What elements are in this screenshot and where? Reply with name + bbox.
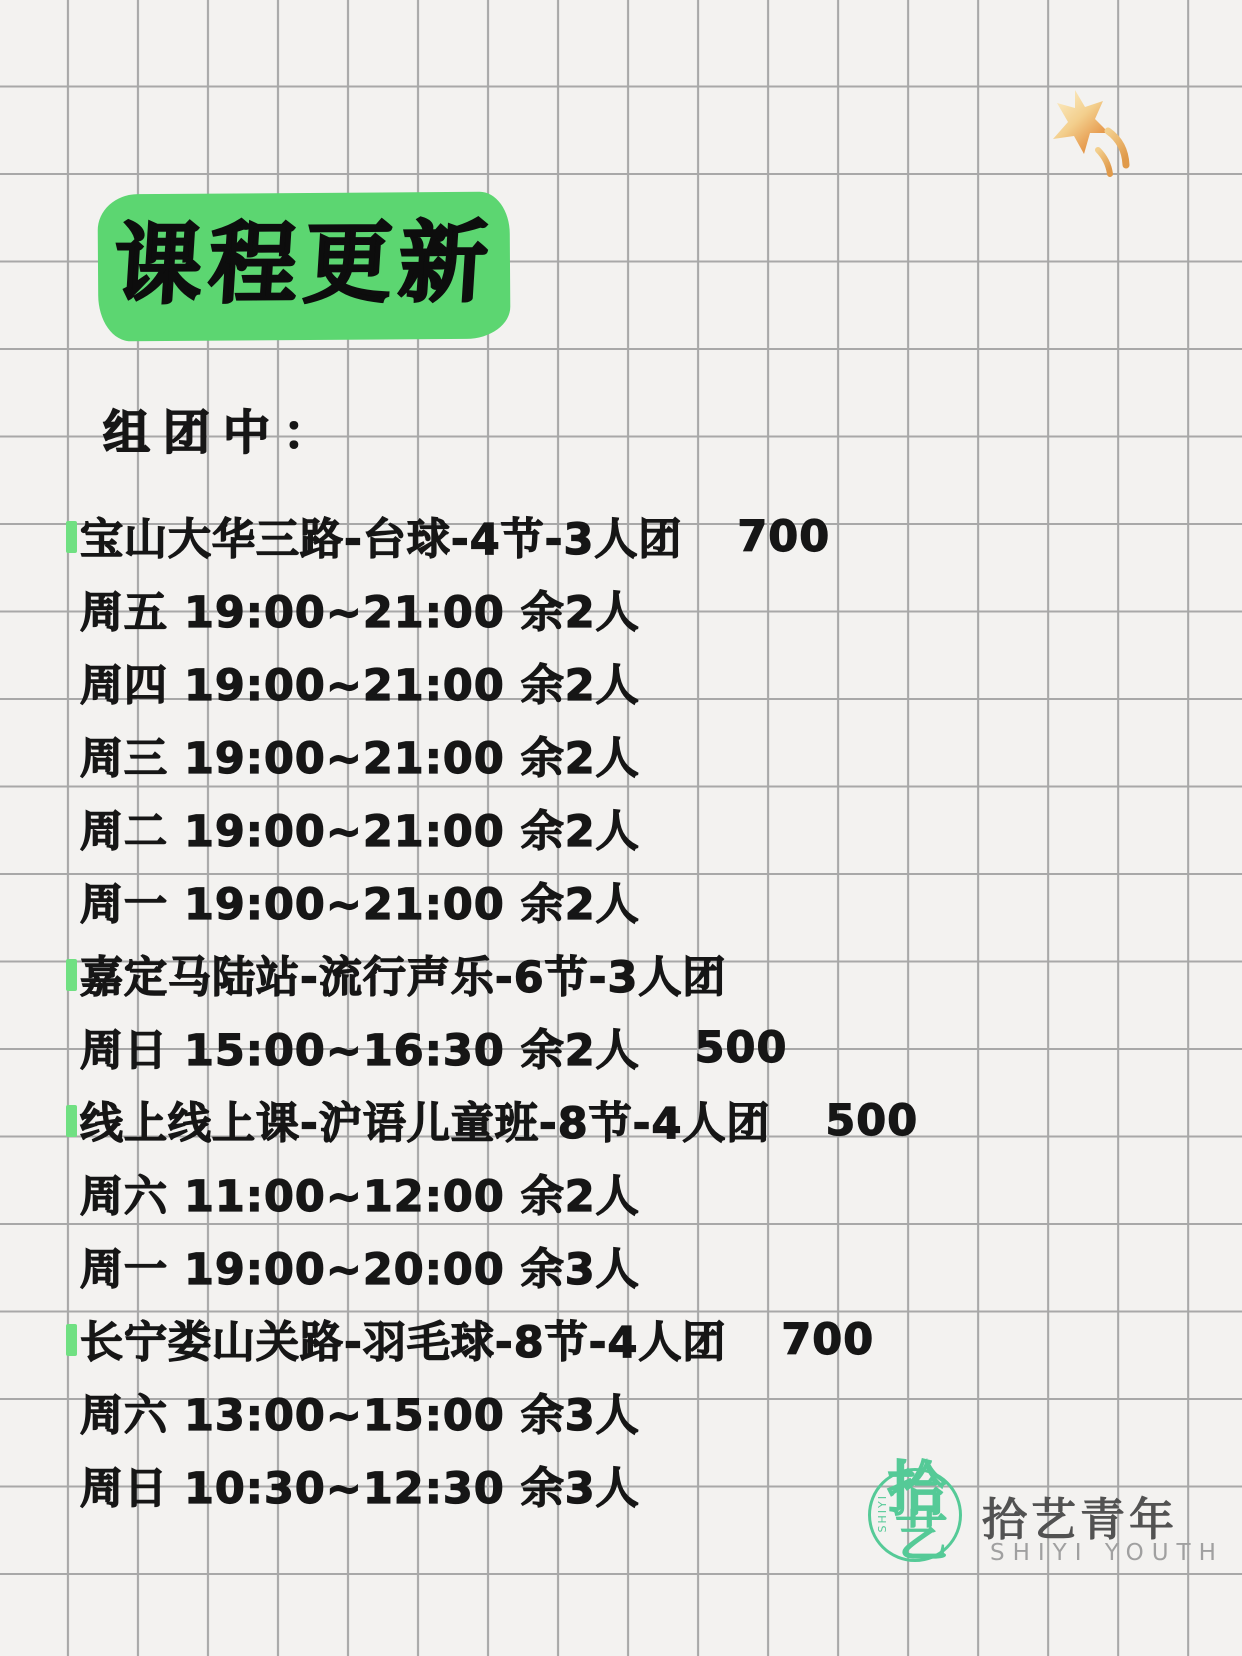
course-text: 周四 19:00~21:00 余2人 xyxy=(80,661,640,711)
bullet-marker xyxy=(66,521,77,553)
course-row xyxy=(66,792,1196,865)
course-text: 周二 19:00~21:00 余2人 xyxy=(80,807,640,857)
course-row xyxy=(66,500,1196,573)
course-list xyxy=(66,500,1196,1522)
course-text: 周六 11:00~12:00 余2人 xyxy=(80,1172,640,1222)
course-text: 周日 10:30~12:30 余3人 xyxy=(80,1464,640,1514)
brand-seal-icon xyxy=(868,1455,968,1568)
bullet-marker xyxy=(66,1105,77,1137)
seal-char-top: 拾 xyxy=(887,1455,946,1523)
brand-name-en: SHIYI YOUTH xyxy=(990,1540,1224,1566)
course-text: 周一 19:00~20:00 余3人 xyxy=(80,1245,640,1295)
course-text: 周一 19:00~21:00 余2人 xyxy=(80,880,640,930)
course-row xyxy=(66,865,1196,938)
course-price: 700 xyxy=(737,511,831,562)
course-row xyxy=(66,719,1196,792)
course-row xyxy=(66,938,1196,1011)
course-text: 周五 19:00~21:00 余2人 xyxy=(80,588,640,638)
brand-name-cn: 拾艺青年 xyxy=(982,1493,1179,1546)
course-row xyxy=(66,1230,1196,1303)
course-text: 嘉定马陆站-流行声乐-6节-3人团 xyxy=(80,953,727,1003)
course-row xyxy=(66,573,1196,646)
course-text: 周日 15:00~16:30 余2人 xyxy=(80,1026,640,1076)
course-price: 500 xyxy=(694,1022,788,1073)
course-row xyxy=(66,1303,1196,1376)
course-row xyxy=(66,1011,1196,1084)
page-title: 课程更新 xyxy=(110,210,498,316)
course-text: 宝山大华三路-台球-4节-3人团 xyxy=(80,515,683,565)
bullet-marker xyxy=(66,959,77,991)
course-text: 周三 19:00~21:00 余2人 xyxy=(80,734,640,784)
course-row xyxy=(66,1157,1196,1230)
seal-char-bottom: 艺 xyxy=(894,1505,948,1568)
course-text: 线上线上课-沪语儿童班-8节-4人团 xyxy=(80,1099,771,1149)
course-text: 长宁娄山关路-羽毛球-8节-4人团 xyxy=(80,1318,727,1368)
course-row xyxy=(66,646,1196,719)
subtitle: 组团中： xyxy=(103,406,343,461)
course-row xyxy=(66,1084,1196,1157)
course-price: 700 xyxy=(781,1314,875,1365)
course-price: 500 xyxy=(825,1095,919,1146)
course-row xyxy=(66,1376,1196,1449)
shooting-star-icon xyxy=(1045,88,1150,184)
bullet-marker xyxy=(66,1324,77,1356)
course-text: 周六 13:00~15:00 余3人 xyxy=(80,1391,640,1441)
seal-side-text: SHIYI xyxy=(876,1494,889,1533)
title-badge xyxy=(97,192,510,342)
